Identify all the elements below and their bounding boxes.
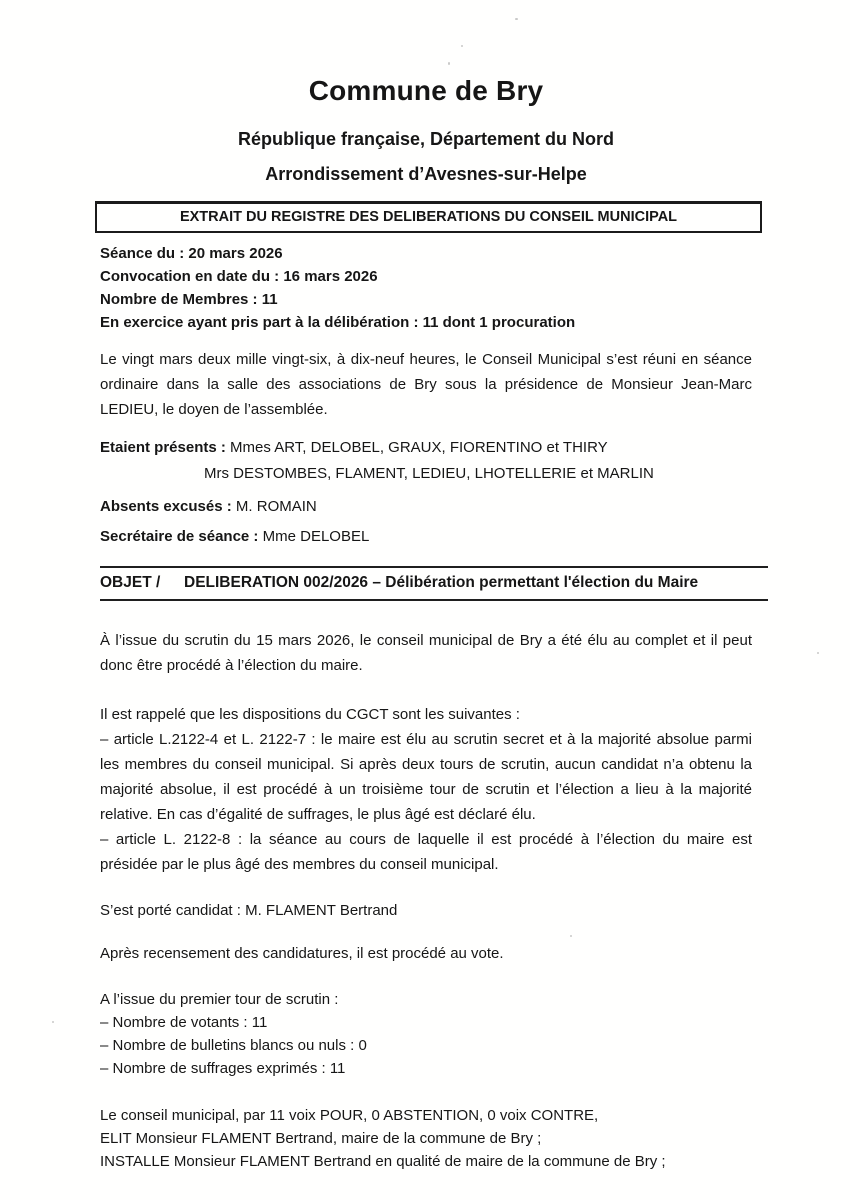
in-exercise-line: En exercice ayant pris part à la délibération : 11 dont 1 procuration bbox=[100, 314, 576, 331]
secretary-line bbox=[100, 528, 752, 545]
vote-tally-line: Le conseil municipal, par 11 voix POUR, 0 ABSTENTION, 0 voix CONTRE, bbox=[100, 1107, 599, 1124]
session-date-line: Séance du : 20 mars 2026 bbox=[100, 245, 283, 262]
deliberation-results-block bbox=[100, 1104, 752, 1173]
scan-speck bbox=[461, 45, 463, 47]
presents-names-women: Mmes ART, DELOBEL, GRAUX, FIORENTINO et THIRY bbox=[230, 439, 608, 456]
member-count-line: Nombre de Membres : 11 bbox=[100, 291, 278, 308]
commune-title: Commune de Bry bbox=[308, 75, 544, 106]
suffrages-line: – Nombre de suffrages exprimés : 11 bbox=[100, 1060, 346, 1077]
scan-speck bbox=[570, 935, 572, 937]
vote-intro-line: Après recensement des candidatures, il est procédé au vote. bbox=[100, 945, 504, 962]
secretary-value: Mme DELOBEL bbox=[262, 528, 370, 545]
scan-speck bbox=[515, 18, 518, 20]
absents-label: Absents excusés : bbox=[100, 498, 232, 515]
cgct-article-2122-8: – article L. 2122-8 : la séance au cours de laquelle il est procédé à l’élection du maire est présidée par le plus âgé des membres du conseil municipal. bbox=[100, 831, 752, 873]
election-context-paragraph: À l’issue du scrutin du 15 mars 2026, le conseil municipal de Bry a été élu au complet et il peut donc être procédé à l’élection du maire. bbox=[100, 632, 752, 674]
candidate-line: S’est porté candidat : M. FLAMENT Bertrand bbox=[100, 902, 398, 919]
objet-label: OBJET / bbox=[100, 574, 161, 591]
scan-speck bbox=[448, 62, 450, 65]
cgct-article-2122-4: – article L.2122-4 et L. 2122-7 : le maire est élu au scrutin secret et à la majorité absolue parmi les membres du conseil municipal. Si après deux tours de scrutin, aucun candidat n’a obtenu la majorité absolue, il est procédé à un troisième tour de scrutin et l’élection a lieu à la majorité relative. En cas d’égalité de suffrages, le plus âgé est déclaré élu. bbox=[100, 731, 752, 823]
arrondissement-subtitle: Arrondissement d’Avesnes-sur-Helpe bbox=[265, 164, 587, 184]
votants-line: – Nombre de votants : 11 bbox=[100, 1014, 268, 1031]
objet-bar bbox=[100, 566, 768, 601]
scrutin-title: A l’issue du premier tour de scrutin : bbox=[100, 991, 339, 1008]
scan-speck bbox=[817, 652, 819, 654]
registry-extract-banner: EXTRAIT DU REGISTRE DES DELIBERATIONS DU CONSEIL MUNICIPAL bbox=[95, 201, 762, 233]
presents-line bbox=[100, 435, 752, 461]
convocation-date-line: Convocation en date du : 16 mars 2026 bbox=[100, 268, 378, 285]
elit-line: ELIT Monsieur FLAMENT Bertrand, maire de la commune de Bry ; bbox=[100, 1130, 542, 1147]
presents-names-men: Mrs DESTOMBES, FLAMENT, LEDIEU, LHOTELLERIE et MARLIN bbox=[204, 465, 654, 482]
cgct-intro: Il est rappelé que les dispositions du CGCT sont les suivantes : bbox=[100, 706, 520, 723]
secretary-label: Secrétaire de séance : bbox=[100, 528, 259, 545]
cgct-provisions-paragraph bbox=[100, 702, 752, 877]
presents-label: Etaient présents : bbox=[100, 439, 226, 456]
deliberation-title: DELIBERATION 002/2026 – Délibération permettant l'élection du Maire bbox=[184, 574, 699, 591]
installe-line: INSTALLE Monsieur FLAMENT Bertrand en qualité de maire de la commune de Bry ; bbox=[100, 1153, 666, 1170]
session-intro-paragraph: Le vingt mars deux mille vingt-six, à dix-neuf heures, le Conseil Municipal s’est réuni en séance ordinaire dans la salle des associations de Bry sous la présidence de Monsieur Jean-Marc LEDIEU, le doyen de l’assemblée. bbox=[100, 351, 752, 418]
session-meta-block bbox=[100, 242, 752, 334]
attendance-block bbox=[100, 435, 752, 487]
document-content bbox=[100, 0, 752, 1173]
absents-line bbox=[100, 498, 752, 515]
scan-speck bbox=[52, 1021, 54, 1023]
blancs-nuls-line: – Nombre de bulletins blancs ou nuls : 0 bbox=[100, 1037, 367, 1054]
scrutin-results-block bbox=[100, 988, 752, 1080]
republic-subtitle: République française, Département du Nord bbox=[237, 129, 615, 149]
absents-value: M. ROMAIN bbox=[235, 498, 317, 515]
